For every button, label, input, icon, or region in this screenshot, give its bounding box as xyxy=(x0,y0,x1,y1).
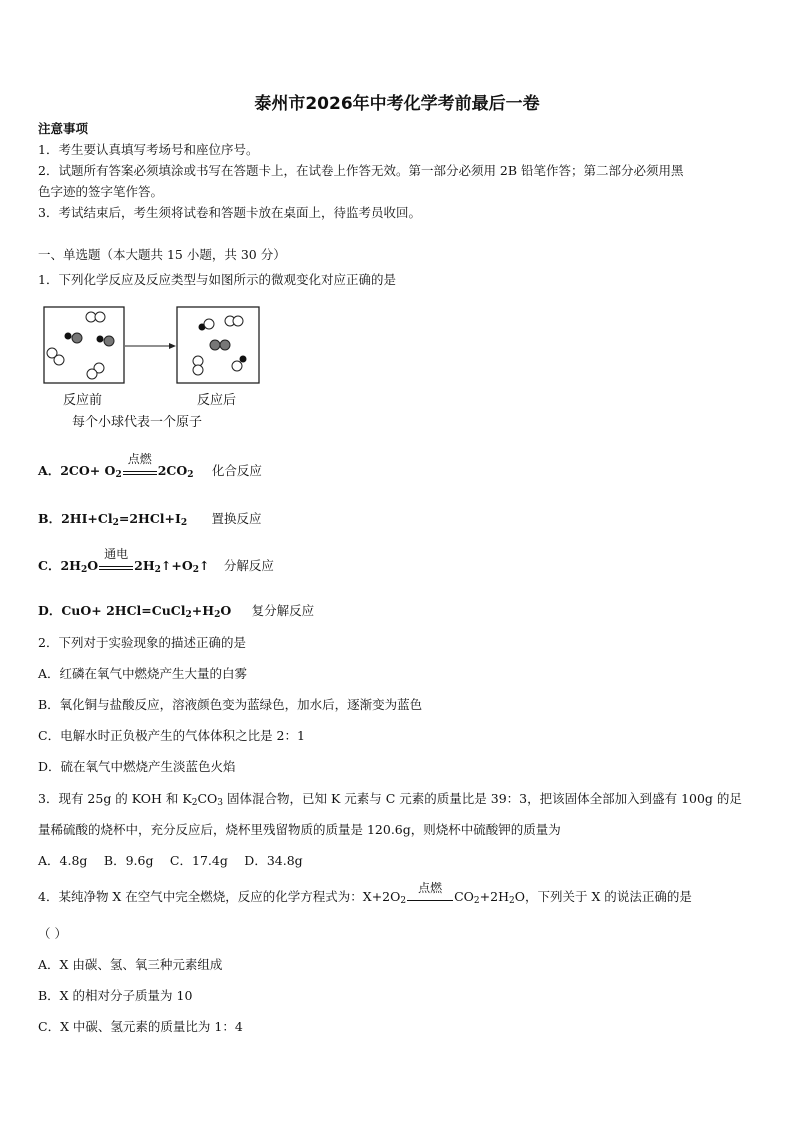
atom-gray xyxy=(220,340,230,350)
atom-white xyxy=(87,369,97,379)
atom-gray xyxy=(72,333,82,343)
atom-black xyxy=(97,336,104,343)
q2-option: C．电解水时正负极产生的气体体积之比是 2：1 xyxy=(38,728,305,743)
notice-heading: 注意事项 xyxy=(38,121,89,136)
atom-white xyxy=(232,361,242,371)
q1-option-c: C．$2H_2O$ 通电 $2H_2↑+O_2↑$ 分解反应 xyxy=(38,547,274,575)
q4-option: B．X 的相对分子质量为 10 xyxy=(38,988,193,1003)
q2-option: D．硫在氧气中燃烧产生淡蓝色火焰 xyxy=(38,759,236,774)
question-4-stem: 4．某纯净物 X 在空气中完全燃烧，反应的化学方程式为：$X+2O_2$ 点燃 $CO_2+2H_2O$，下列关于 X 的说法正确的是 xyxy=(38,881,692,906)
atom-white xyxy=(95,312,105,322)
notice-item: 3．考试结束后，考生须将试卷和答题卡放在桌面上，待监考员收回。 xyxy=(38,205,421,220)
atom-white xyxy=(204,319,214,329)
q1-option-b: B．$2HI+Cl_2=2HCl+I_2$ 置换反应 xyxy=(38,511,262,528)
question-4-paren: （ ） xyxy=(38,926,67,941)
q1-option-a: A．$2CO+ O_2$ 点燃 $2CO_2$ 化合反应 xyxy=(38,452,262,480)
section-heading: 一、单选题（本大题共 15 小题，共 30 分） xyxy=(38,247,286,262)
atom-gray xyxy=(210,340,220,350)
after-label: 反应后 xyxy=(197,393,237,408)
q1-option-d: D．$CuO+ 2HCl=CuCl_2+H_2O$ 复分解反应 xyxy=(38,603,315,620)
atom-white xyxy=(233,316,243,326)
reaction-diagram xyxy=(40,305,270,390)
question-3-stem-cont: 量稀硫酸的烧杯中，充分反应后，烧杯里残留物质的质量是 120.6g，则烧杯中硫酸钾的质量为 xyxy=(38,822,561,837)
page-title: 泰州市2026年中考化学考前最后一卷 xyxy=(254,94,540,114)
atom-white xyxy=(54,355,64,365)
question-1-stem: 1．下列化学反应及反应类型与如图所示的微观变化对应正确的是 xyxy=(38,272,396,287)
q2-option: A．红磷在氧气中燃烧产生大量的白雾 xyxy=(38,666,248,681)
q4-option: A．X 由碳、氢、氧三种元素组成 xyxy=(38,957,223,972)
atom-white xyxy=(193,365,203,375)
before-label: 反应前 xyxy=(63,393,103,408)
q3-options: A．4.8g B．9.6g C．17.4g D．34.8g xyxy=(38,853,303,868)
notice-item: 1．考生要认真填写考场号和座位序号。 xyxy=(38,142,259,157)
notice-item: 2．试题所有答案必须填涂或书写在答题卡上，在试卷上作答无效。第一部分必须用 2B 铅笔作答；第二部分必须用黑 xyxy=(38,163,684,178)
atom-black xyxy=(65,333,72,340)
q4-option: C．X 中碳、氢元素的质量比为 1：4 xyxy=(38,1019,243,1034)
question-2-stem: 2．下列对于实验现象的描述正确的是 xyxy=(38,635,246,650)
atom-black xyxy=(240,356,247,363)
figure-caption: 每个小球代表一个原子 xyxy=(72,415,203,430)
question-3-stem: 3．现有 25g 的 KOH 和 $K_2CO_3$ 固体混合物，已知 K 元素与 C 元素的质量比是 39：3，把该固体全部加入到盛有 100g 的足 xyxy=(38,791,742,808)
arrow-head xyxy=(169,343,176,349)
q2-option: B．氧化铜与盐酸反应，溶液颜色变为蓝绿色，加水后，逐渐变为蓝色 xyxy=(38,697,423,712)
atom-gray xyxy=(104,336,114,346)
notice-item: 色字迹的签字笔作答。 xyxy=(38,184,164,199)
